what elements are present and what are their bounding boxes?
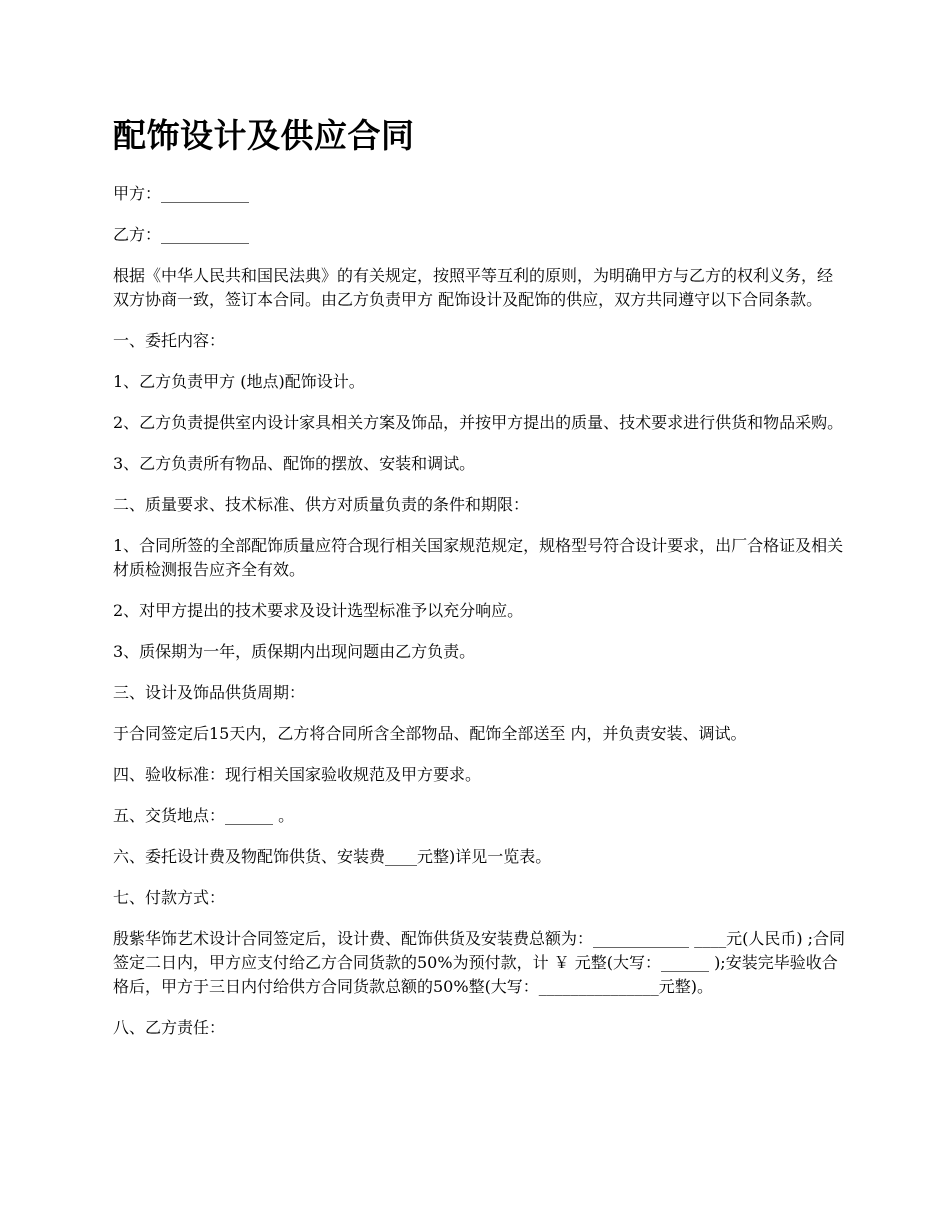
- clause-3-body: 于合同签定后15天内，乙方将合同所含全部物品、配饰全部送至 内，并负责安装、调试。: [113, 724, 747, 743]
- section-6-fees: 六、委托设计费及物配饰供货、安装费____元整)详见一览表。: [113, 847, 552, 866]
- section-4-acceptance: 四、验收标准：现行相关国家验收规范及甲方要求。: [113, 765, 482, 784]
- contract-page: [113, 112, 848, 1057]
- clause-1-1: 1、乙方负责甲方 (地点)配饰设计。: [113, 372, 365, 391]
- clause-1-2: 2、乙方负责提供室内设计家具相关方案及饰品，并按甲方提出的质量、技术要求进行供货和物品采购。: [113, 413, 844, 432]
- section-heading-8: 八、乙方责任：: [113, 1018, 226, 1037]
- section-heading-7: 七、付款方式：: [113, 888, 226, 907]
- preamble-paragraph: 根据《中华人民共和国民法典》的有关规定，按照平等互利的原则，为明确甲方与乙方的权利义务，经双方协商一致，签订本合同。由乙方负责甲方 配饰设计及配饰的供应，双方共同遵守以下合同条款。: [113, 266, 834, 309]
- party-a-line: 甲方：___________: [113, 184, 250, 203]
- clause-2-3: 3、质保期为一年，质保期内出现问题由乙方负责。: [113, 642, 476, 661]
- section-heading-2: 二、质量要求、技术标准、供方对质量负责的条件和期限：: [113, 495, 530, 514]
- section-heading-3: 三、设计及饰品供货周期：: [113, 683, 306, 702]
- payment-terms-paragraph: 殷紫华饰艺术设计合同签定后，设计费、配饰供货及安装费总额为：____________ ____元(人民币) ;合同签定二日内，甲方应支付给乙方合同货款的50%为预付款，计 ￥ 元整(大写：______ );安装完毕验收合格后，甲方于三日内付给供方合同货款总额的50%整(大写：_______________元整)。: [113, 929, 846, 996]
- clause-2-2: 2、对甲方提出的技术要求及设计选型标准予以充分响应。: [113, 601, 524, 620]
- clause-1-3: 3、乙方负责所有物品、配饰的摆放、安装和调试。: [113, 454, 476, 473]
- section-heading-1: 一、委托内容：: [113, 331, 226, 350]
- section-5-delivery: 五、交货地点：______ 。: [113, 806, 295, 825]
- document-title: 配饰设计及供应合同: [113, 116, 415, 155]
- party-b-line: 乙方：___________: [113, 225, 250, 244]
- clause-2-1: 1、合同所签的全部配饰质量应符合现行相关国家规范规定，规格型号符合设计要求，出厂合格证及相关材质检测报告应齐全有效。: [113, 536, 844, 579]
